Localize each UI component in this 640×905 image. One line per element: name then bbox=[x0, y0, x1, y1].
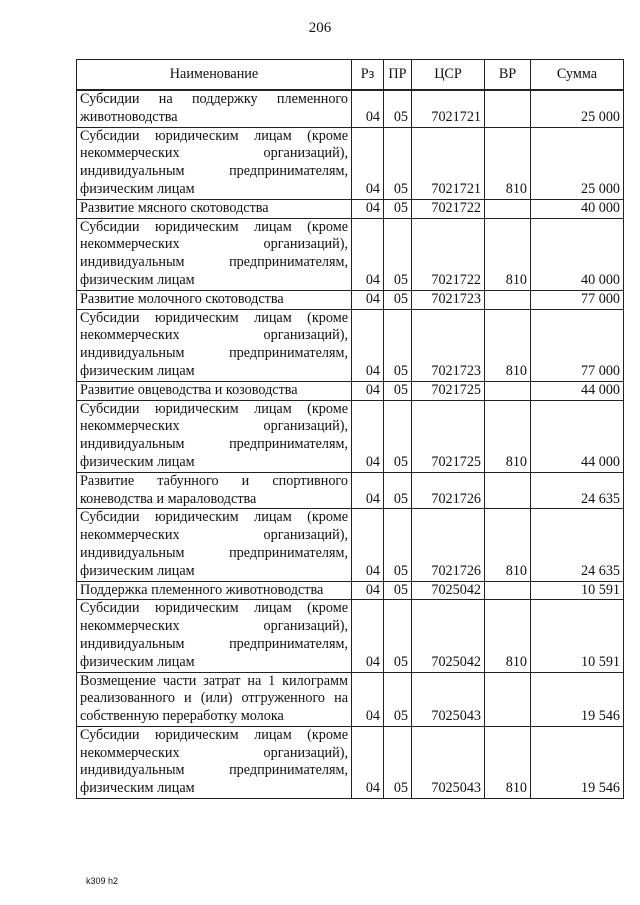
cell-vr: 810 bbox=[485, 509, 531, 581]
cell-rz: 04 bbox=[352, 581, 384, 600]
cell-name: Субсидии юридическим лицам (кроме некоммерческих организаций), индивидуальным предпринимателям, физическим лицам bbox=[77, 218, 352, 290]
header-name: Наименование bbox=[77, 60, 352, 91]
cell-vr bbox=[485, 672, 531, 726]
cell-pr: 05 bbox=[384, 127, 412, 199]
cell-rz: 04 bbox=[352, 199, 384, 218]
cell-sum: 44 000 bbox=[531, 400, 624, 472]
table-row bbox=[77, 726, 624, 798]
cell-rz: 04 bbox=[352, 127, 384, 199]
cell-csr: 7021721 bbox=[412, 90, 485, 127]
cell-csr: 7025042 bbox=[412, 600, 485, 672]
table-row bbox=[77, 600, 624, 672]
cell-pr: 05 bbox=[384, 90, 412, 127]
cell-name: Развитие овцеводства и козоводства bbox=[77, 381, 352, 400]
header-vr: ВР bbox=[485, 60, 531, 91]
cell-pr: 05 bbox=[384, 672, 412, 726]
header-pr: ПР bbox=[384, 60, 412, 91]
cell-name: Субсидии юридическим лицам (кроме некоммерческих организаций), индивидуальным предпринимателям, физическим лицам bbox=[77, 127, 352, 199]
cell-sum: 40 000 bbox=[531, 218, 624, 290]
cell-pr: 05 bbox=[384, 509, 412, 581]
cell-sum: 77 000 bbox=[531, 309, 624, 381]
footer-code: k309 h2 bbox=[86, 876, 119, 886]
cell-pr: 05 bbox=[384, 400, 412, 472]
cell-rz: 04 bbox=[352, 600, 384, 672]
cell-pr: 05 bbox=[384, 309, 412, 381]
header-sum: Сумма bbox=[531, 60, 624, 91]
cell-vr bbox=[485, 381, 531, 400]
cell-vr: 810 bbox=[485, 309, 531, 381]
cell-csr: 7025043 bbox=[412, 672, 485, 726]
cell-pr: 05 bbox=[384, 726, 412, 798]
cell-sum: 25 000 bbox=[531, 90, 624, 127]
table-row bbox=[77, 509, 624, 581]
table-row bbox=[77, 199, 624, 218]
cell-sum: 44 000 bbox=[531, 381, 624, 400]
cell-csr: 7021723 bbox=[412, 309, 485, 381]
cell-rz: 04 bbox=[352, 309, 384, 381]
cell-name: Субсидии юридическим лицам (кроме некоммерческих организаций), индивидуальным предпринимателям, физическим лицам bbox=[77, 400, 352, 472]
cell-pr: 05 bbox=[384, 199, 412, 218]
budget-table bbox=[76, 59, 624, 799]
cell-rz: 04 bbox=[352, 400, 384, 472]
cell-name: Субсидии юридическим лицам (кроме некоммерческих организаций), индивидуальным предпринимателям, физическим лицам bbox=[77, 309, 352, 381]
table-row bbox=[77, 218, 624, 290]
cell-name: Субсидии юридическим лицам (кроме некоммерческих организаций), индивидуальным предпринимателям, физическим лицам bbox=[77, 509, 352, 581]
cell-sum: 77 000 bbox=[531, 290, 624, 309]
cell-vr bbox=[485, 472, 531, 509]
cell-vr bbox=[485, 90, 531, 127]
cell-sum: 40 000 bbox=[531, 199, 624, 218]
table-row bbox=[77, 127, 624, 199]
cell-sum: 19 546 bbox=[531, 726, 624, 798]
cell-vr: 810 bbox=[485, 127, 531, 199]
cell-name: Развитие молочного скотоводства bbox=[77, 290, 352, 309]
cell-csr: 7021722 bbox=[412, 199, 485, 218]
cell-csr: 7025042 bbox=[412, 581, 485, 600]
header-csr: ЦСР bbox=[412, 60, 485, 91]
cell-vr: 810 bbox=[485, 218, 531, 290]
cell-vr: 810 bbox=[485, 600, 531, 672]
cell-vr bbox=[485, 581, 531, 600]
cell-csr: 7021726 bbox=[412, 509, 485, 581]
cell-rz: 04 bbox=[352, 90, 384, 127]
table-header-row bbox=[77, 60, 624, 91]
cell-csr: 7025043 bbox=[412, 726, 485, 798]
table-row bbox=[77, 309, 624, 381]
table-row bbox=[77, 581, 624, 600]
table-row bbox=[77, 672, 624, 726]
page-number: 206 bbox=[308, 20, 332, 36]
cell-rz: 04 bbox=[352, 472, 384, 509]
cell-rz: 04 bbox=[352, 672, 384, 726]
cell-name: Возмещение части затрат на 1 килограмм реализованного и (или) отгруженного на собственную переработку молока bbox=[77, 672, 352, 726]
table-row bbox=[77, 381, 624, 400]
cell-pr: 05 bbox=[384, 581, 412, 600]
cell-name: Поддержка племенного животноводства bbox=[77, 581, 352, 600]
cell-rz: 04 bbox=[352, 381, 384, 400]
cell-pr: 05 bbox=[384, 472, 412, 509]
cell-sum: 24 635 bbox=[531, 472, 624, 509]
cell-vr bbox=[485, 199, 531, 218]
cell-sum: 19 546 bbox=[531, 672, 624, 726]
cell-csr: 7021726 bbox=[412, 472, 485, 509]
table-row bbox=[77, 290, 624, 309]
table-row bbox=[77, 400, 624, 472]
cell-pr: 05 bbox=[384, 600, 412, 672]
cell-csr: 7021722 bbox=[412, 218, 485, 290]
cell-name: Субсидии на поддержку племенного животноводства bbox=[77, 90, 352, 127]
cell-csr: 7021721 bbox=[412, 127, 485, 199]
cell-rz: 04 bbox=[352, 509, 384, 581]
cell-sum: 25 000 bbox=[531, 127, 624, 199]
cell-name: Субсидии юридическим лицам (кроме некоммерческих организаций), индивидуальным предпринимателям, физическим лицам bbox=[77, 600, 352, 672]
cell-rz: 04 bbox=[352, 290, 384, 309]
cell-pr: 05 bbox=[384, 381, 412, 400]
cell-pr: 05 bbox=[384, 218, 412, 290]
cell-rz: 04 bbox=[352, 218, 384, 290]
cell-rz: 04 bbox=[352, 726, 384, 798]
cell-vr: 810 bbox=[485, 726, 531, 798]
cell-name: Развитие мясного скотоводства bbox=[77, 199, 352, 218]
cell-csr: 7021725 bbox=[412, 381, 485, 400]
table-row bbox=[77, 90, 624, 127]
cell-sum: 10 591 bbox=[531, 581, 624, 600]
cell-pr: 05 bbox=[384, 290, 412, 309]
header-rz: Рз bbox=[352, 60, 384, 91]
table-row bbox=[77, 472, 624, 509]
cell-sum: 10 591 bbox=[531, 600, 624, 672]
cell-name: Субсидии юридическим лицам (кроме некоммерческих организаций), индивидуальным предпринимателям, физическим лицам bbox=[77, 726, 352, 798]
cell-name: Развитие табунного и спортивного коневодства и мараловодства bbox=[77, 472, 352, 509]
cell-csr: 7021723 bbox=[412, 290, 485, 309]
cell-vr: 810 bbox=[485, 400, 531, 472]
cell-sum: 24 635 bbox=[531, 509, 624, 581]
cell-vr bbox=[485, 290, 531, 309]
cell-csr: 7021725 bbox=[412, 400, 485, 472]
